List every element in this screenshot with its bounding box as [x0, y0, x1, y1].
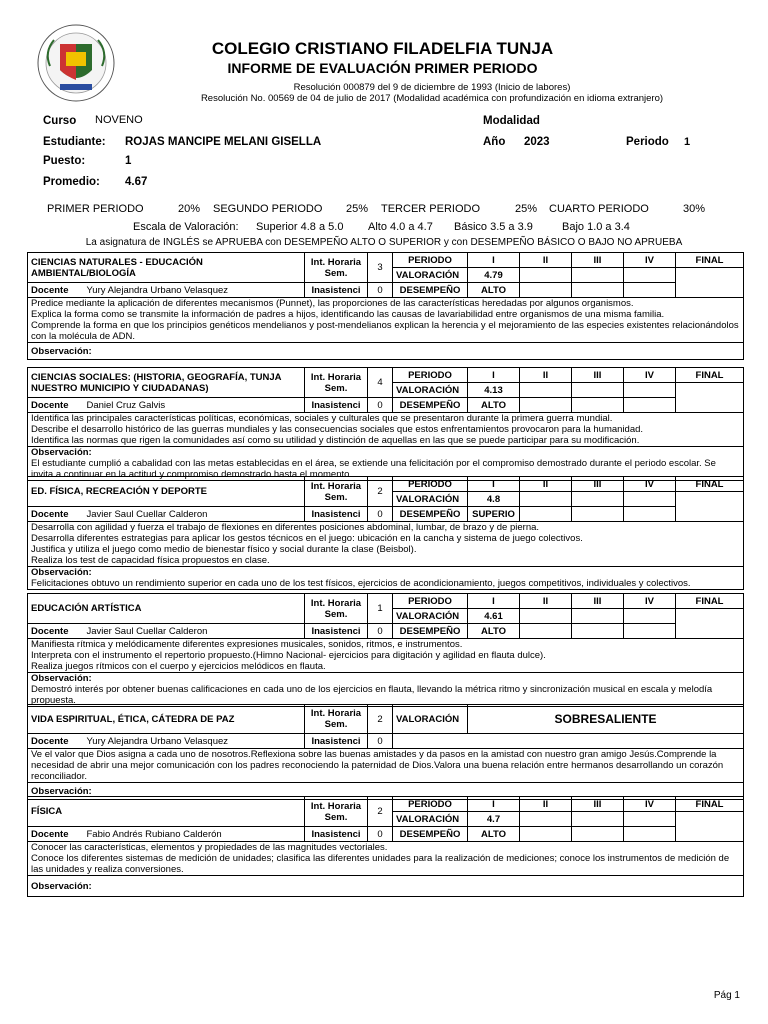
hours-value: 2 [368, 705, 393, 734]
absences-value: 0 [368, 283, 393, 298]
resolution-1: Resolución 000879 del 9 de diciembre de 1993 (Inicio de labores) [293, 82, 571, 93]
valoracion-value: 4.79 [468, 268, 520, 283]
hours-value: 1 [368, 594, 393, 624]
periodo-label: PERIODO [393, 253, 468, 268]
teacher-name: Yury Alejandra Urbano Velasquez [86, 284, 229, 296]
observation-text: Demostró interés por obtener buenas calificaciones en cada uno de los ejercicios en flauta, llevando la métrica ritmo y sincronización musical en escala y melodía propuesta. [31, 684, 713, 706]
observation-cell [28, 673, 744, 707]
report-title: INFORME DE EVALUACIÓN PRIMER PERIODO [227, 60, 538, 76]
weight-p4-value: 30% [683, 203, 706, 215]
valoracion-iii [572, 268, 624, 283]
descriptor-item: Identifica las principales características políticas, económicas, sociales y culturales que se presentaron durante la primera guerra mundial. [31, 413, 613, 424]
period-iv-header: IV [624, 368, 676, 383]
teacher-name: Fabio Andrés Rubiano Calderón [86, 828, 222, 840]
valoracion-label: VALORACIÓN [393, 492, 468, 507]
hours-value: 3 [368, 253, 393, 283]
observation-text: Felicitaciones obtuvo un rendimiento superior en cada uno de los test físicos, ejercicios de acondicionamiento, juegos competitivos, individuales y colectivos. [31, 578, 691, 589]
valoracion-value: 4.8 [468, 492, 520, 507]
inasistencia-label: Inasistenci [305, 398, 368, 413]
period-ii-header: II [520, 477, 572, 492]
valoracion-label: VALORACIÓN [393, 609, 468, 624]
valoracion-final [676, 492, 744, 522]
int-horaria-label: Int. Horaria Sem. [305, 705, 368, 734]
valoracion-value: 4.61 [468, 609, 520, 624]
inasistencia-label: Inasistenci [305, 507, 368, 522]
anio-label: Año [483, 136, 506, 148]
subject-table [27, 796, 744, 897]
subject-name: ED. FÍSICA, RECREACIÓN Y DEPORTE [28, 477, 305, 507]
observation-label: Observación: [31, 673, 92, 684]
valoracion-ii [520, 268, 572, 283]
desempeno-label: DESEMPEÑO [393, 283, 468, 298]
desempeno-iv [624, 507, 676, 522]
observation-label: Observación: [31, 785, 92, 797]
desempeno-value: SUPERIO [468, 507, 520, 522]
teacher-name: Javier Saul Cuellar Calderon [86, 625, 208, 637]
teacher-name: Daniel Cruz Galvis [86, 399, 166, 411]
final-header: FINAL [676, 594, 744, 609]
valoracion-iv [624, 268, 676, 283]
period-iii-header: III [572, 797, 624, 812]
docente-cell [28, 398, 305, 413]
descriptors-cell [28, 749, 744, 783]
inasistencia-label: Inasistenci [305, 827, 368, 842]
observation-cell [28, 343, 744, 360]
descriptor-item: Conocer las características, elementos y propiedades de las magnitudes vectoriales. [31, 842, 388, 853]
valoracion-iii [572, 492, 624, 507]
valoracion-ii [520, 383, 572, 398]
descriptor-item: Ve el valor que Dios asigna a cada uno de nosotros.Reflexiona sobre las buenas amistades y da pasos en la amistad con nuestro gran amigo Jesús.Comprende la necesidad de abrir una mejor comunicación con los padres reconociendo la paternidad de Dios.Valora una buena relación entre hermanos desarrollando un corazón reconciliador. [31, 749, 724, 782]
descriptor-item: Manifiesta rítmica y melódicamente diferentes expresiones musicales, sonidos, ritmos, e instrumentos. [31, 639, 463, 650]
modalidad-label: Modalidad [483, 115, 540, 127]
desempeno-iii [572, 624, 624, 639]
descriptor-item: Identifica las normas que rigen la comunidades así como su utilidad y distinción de aquellas en las que se puede participar para su modificación. [31, 435, 640, 446]
descriptor-item: Conoce los diferentes sistemas de medición de unidades; clasifica las diferentes unidades para la realización de mediciones; conoce los instrumentos de medición de las unidades y realiza conversiones. [31, 853, 730, 875]
page-number: Pág 1 [713, 990, 740, 1001]
subject-table [27, 593, 744, 707]
desempeno-ii [520, 827, 572, 842]
int-horaria-label: Int. Horaria Sem. [305, 594, 368, 624]
weight-p1-value: 20% [178, 203, 201, 215]
docente-label: Docente [31, 735, 69, 747]
desempeno-ii [520, 283, 572, 298]
inasistencia-label: Inasistenci [305, 734, 368, 749]
hours-value: 4 [368, 368, 393, 398]
periodo-label: PERIODO [393, 477, 468, 492]
puesto-label: Puesto: [43, 155, 86, 167]
absences-value: 0 [368, 507, 393, 522]
subject-table [27, 252, 744, 360]
descriptor-item: Predice mediante la aplicación de diferentes mecanismos (Punnet), las proporciones de las características heredadas por algunos organismos. [31, 298, 634, 309]
curso-label: Curso [43, 115, 77, 127]
descriptors-cell [28, 522, 744, 567]
weight-p2-value: 25% [346, 203, 369, 215]
desempeno-label: DESEMPEÑO [393, 398, 468, 413]
desempeno-iii [572, 283, 624, 298]
absences-value: 0 [368, 398, 393, 413]
final-header: FINAL [676, 253, 744, 268]
period-iii-header: III [572, 368, 624, 383]
absences-value: 0 [368, 734, 393, 749]
anio-value: 2023 [524, 136, 550, 148]
subject-name: CIENCIAS SOCIALES: (HISTORIA, GEOGRAFÍA, TUNJA NUESTRO MUNICIPIO Y CIUDADANAS) [28, 368, 305, 398]
inasistencia-label: Inasistenci [305, 624, 368, 639]
descriptors-cell [28, 842, 744, 876]
periodo-label: PERIODO [393, 594, 468, 609]
scale-superior: Superior 4.8 a 5.0 [256, 221, 344, 233]
valoracion-value: 4.13 [468, 383, 520, 398]
descriptor-item: Realiza juegos rítmicos con el cuerpo y ejercicios melódicos en flauta. [31, 661, 326, 672]
final-header: FINAL [676, 368, 744, 383]
periodo-value: 1 [684, 136, 691, 148]
valoracion-label: VALORACIÓN [393, 268, 468, 283]
subject-table [27, 476, 744, 590]
descriptor-item: Describe el desarrollo histórico de las guerras mundiales y las consecuencias sociales que estos enfrentamientos provocaron para la humanidad. [31, 424, 644, 435]
valoracion-label: VALORACIÓN [393, 812, 468, 827]
promedio-value: 4.67 [125, 176, 148, 188]
valoracion-ii [520, 492, 572, 507]
school-name: COLEGIO CRISTIANO FILADELFIA TUNJA [211, 39, 554, 58]
valoracion-iv [624, 383, 676, 398]
period-iii-header: III [572, 253, 624, 268]
int-horaria-label: Int. Horaria Sem. [305, 797, 368, 827]
descriptors-cell [28, 298, 744, 343]
weight-p1-label: PRIMER PERIODO [47, 203, 144, 215]
desempeno-label: DESEMPEÑO [393, 624, 468, 639]
observation-label: Observación: [31, 345, 92, 357]
subject-name: VIDA ESPIRITUAL, ÉTICA, CÁTEDRA DE PAZ [28, 705, 305, 734]
desempeno-ii [520, 624, 572, 639]
desempeno-value: ALTO [468, 283, 520, 298]
period-ii-header: II [520, 368, 572, 383]
student-name: ROJAS MANCIPE MELANI GISELLA [125, 136, 322, 148]
promedio-label: Promedio: [43, 176, 100, 188]
docente-label: Docente [31, 399, 69, 411]
desempeno-iii [572, 507, 624, 522]
period-iv-header: IV [624, 253, 676, 268]
docente-cell [28, 507, 305, 522]
observation-cell [28, 567, 744, 590]
period-iv-header: IV [624, 797, 676, 812]
docente-cell [28, 283, 305, 298]
curso-value: NOVENO [95, 114, 143, 126]
inasistencia-label: Inasistenci [305, 283, 368, 298]
period-ii-header: II [520, 594, 572, 609]
periodo-label: PERIODO [393, 368, 468, 383]
valoracion-value: SOBRESALIENTE [468, 705, 744, 734]
weight-p3-label: TERCER PERIODO [381, 203, 481, 215]
periodo-label: Periodo [626, 136, 669, 148]
teacher-name: Javier Saul Cuellar Calderon [86, 508, 208, 520]
observation-cell [28, 876, 744, 897]
period-iv-header: IV [624, 594, 676, 609]
desempeno-label: DESEMPEÑO [393, 827, 468, 842]
valoracion-iv [624, 492, 676, 507]
absences-value: 0 [368, 827, 393, 842]
final-header: FINAL [676, 477, 744, 492]
weight-p4-label: CUARTO PERIODO [549, 203, 649, 215]
valoracion-iii [572, 812, 624, 827]
period-iii-header: III [572, 594, 624, 609]
valoracion-ii [520, 812, 572, 827]
period-i-header: I [468, 797, 520, 812]
desempeno-iii [572, 398, 624, 413]
descriptor-item: Realiza los test de capacidad física propuestos en clase. [31, 555, 270, 566]
subject-table [27, 704, 744, 800]
valoracion-iii [572, 383, 624, 398]
valoracion-final [676, 609, 744, 639]
desempeno-iv [624, 827, 676, 842]
period-ii-header: II [520, 253, 572, 268]
scale-label: Escala de Valoración: [133, 221, 239, 233]
observation-label: Observación: [31, 880, 92, 892]
int-horaria-label: Int. Horaria Sem. [305, 253, 368, 283]
period-i-header: I [468, 368, 520, 383]
period-i-header: I [468, 477, 520, 492]
scale-basico: Básico 3.5 a 3.9 [454, 221, 533, 233]
valoracion-ii [520, 609, 572, 624]
weight-p2-label: SEGUNDO PERIODO [213, 203, 323, 215]
descriptor-item: Desarrolla diferentes estrategias para aplicar los gestos técnicos en el juego: ubicación en la cancha y sistema de juego colectivos. [31, 533, 583, 544]
valoracion-label: VALORACIÓN [393, 705, 468, 734]
final-header: FINAL [676, 797, 744, 812]
estudiante-label: Estudiante: [43, 136, 106, 148]
docente-cell [28, 827, 305, 842]
desempeno-value: ALTO [468, 624, 520, 639]
hours-value: 2 [368, 477, 393, 507]
teacher-name: Yury Alejandra Urbano Velasquez [86, 735, 229, 747]
valoracion-iii [572, 609, 624, 624]
weight-p3-value: 25% [515, 203, 538, 215]
subject-table [27, 367, 744, 481]
descriptors-cell [28, 639, 744, 673]
descriptors-cell [28, 413, 744, 447]
desempeno-ii [520, 507, 572, 522]
subject-name: EDUCACIÓN ARTÍSTICA [28, 594, 305, 624]
descriptor-item: Desarrolla con agilidad y fuerza el trabajo de flexiones en diferentes posiciones abdominal, lumbar, de brazo y de pierna. [31, 522, 540, 533]
observation-label: Observación: [31, 567, 92, 578]
valoracion-final [676, 383, 744, 413]
desempeno-iv [624, 283, 676, 298]
period-ii-header: II [520, 797, 572, 812]
desempeno-value: ALTO [468, 827, 520, 842]
descriptor-item: Interpreta con el instrumento el repertorio propuesto.(Himno Nacional- ejercicios para digitación y agilidad en flauta dulce). [31, 650, 546, 661]
english-approval-note: La asignatura de INGLÉS se APRUEBA con DESEMPEÑO ALTO O SUPERIOR y con DESEMPEÑO BÁSICO O BAJO NO APRUEBA [85, 237, 683, 248]
blank [393, 734, 744, 749]
desempeno-iv [624, 624, 676, 639]
subject-name: CIENCIAS NATURALES - EDUCACIÓN AMBIENTAL/BIOLOGÍA [28, 253, 305, 283]
valoracion-label: VALORACIÓN [393, 383, 468, 398]
desempeno-iii [572, 827, 624, 842]
period-i-header: I [468, 253, 520, 268]
period-iv-header: IV [624, 477, 676, 492]
periodo-label: PERIODO [393, 797, 468, 812]
docente-label: Docente [31, 284, 69, 296]
desempeno-ii [520, 398, 572, 413]
desempeno-label: DESEMPEÑO [393, 507, 468, 522]
descriptor-item: Explica la forma como se transmite la información de padres a hijos, identificando las causas de lavariabilidad entre organismos de una misma familia. [31, 309, 665, 320]
desempeno-value: ALTO [468, 398, 520, 413]
hours-value: 2 [368, 797, 393, 827]
resolution-2: Resolución No. 00569 de 04 de julio de 2017 (Modalidad académica con profundización en idioma extranjero) [200, 93, 664, 104]
docente-label: Docente [31, 828, 69, 840]
scale-bajo: Bajo 1.0 a 3.4 [562, 221, 630, 233]
descriptor-item: Comprende la forma en que los principios genéticos mendelianos y post-mendelianos explican la herencia y el mejoramiento de las especies existentes relacionándolos con la molécula de ADN. [31, 320, 739, 342]
puesto-value: 1 [125, 155, 132, 167]
period-iii-header: III [572, 477, 624, 492]
docente-label: Docente [31, 625, 69, 637]
valoracion-final [676, 812, 744, 842]
valoracion-iv [624, 609, 676, 624]
valoracion-iv [624, 812, 676, 827]
period-i-header: I [468, 594, 520, 609]
observation-text: El estudiante cumplió a cabalidad con las metas establecidas en el área, se extiende una felicitación por el compromiso demostrado durante el periodo escolar. Se invita a continuar en la actitud y compromiso demostrado hasta el momento. [31, 458, 716, 480]
int-horaria-label: Int. Horaria Sem. [305, 368, 368, 398]
absences-value: 0 [368, 624, 393, 639]
docente-cell [28, 734, 305, 749]
scale-alto: Alto 4.0 a 4.7 [368, 221, 433, 233]
observation-label: Observación: [31, 447, 92, 458]
descriptor-item: Justifica y utiliza el juego como medio de bienestar físico y social durante la clase (Beisbol). [31, 544, 417, 555]
desempeno-iv [624, 398, 676, 413]
docente-cell [28, 624, 305, 639]
int-horaria-label: Int. Horaria Sem. [305, 477, 368, 507]
valoracion-final [676, 268, 744, 298]
valoracion-value: 4.7 [468, 812, 520, 827]
subject-name: FÍSICA [28, 797, 305, 827]
docente-label: Docente [31, 508, 69, 520]
